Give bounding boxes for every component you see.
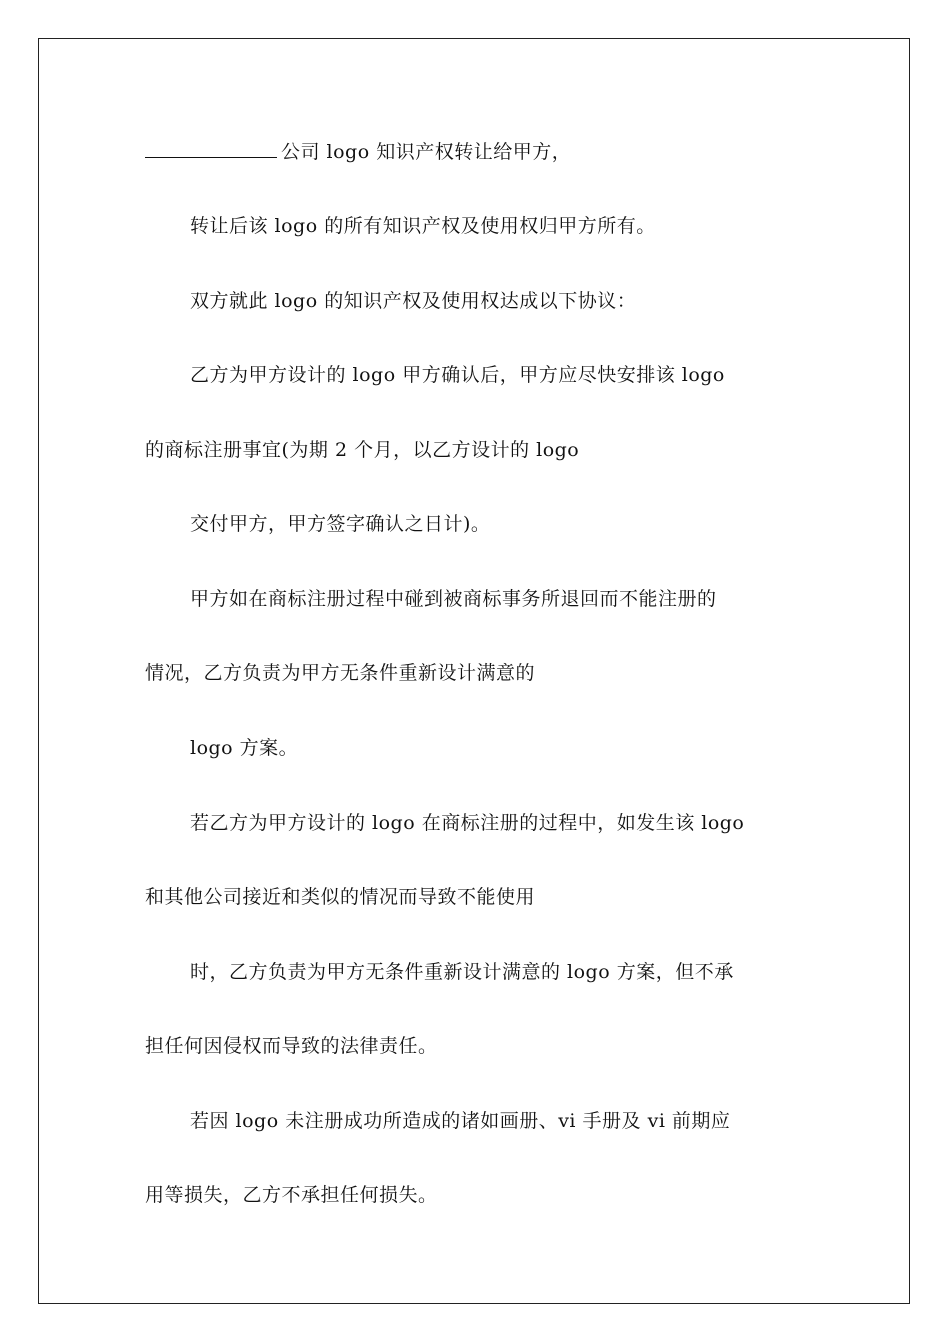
text-line-9: logo 方案。 [190, 737, 299, 759]
text-line-1-content: 公司 logo 知识产权转让给甲方， [281, 141, 572, 163]
text-line-4: 乙方为甲方设计的 logo 甲方确认后，甲方应尽快安排该 logo [190, 364, 725, 386]
text-line-10: 若乙方为甲方设计的 logo 在商标注册的过程中，如发生该 logo [190, 812, 745, 834]
text-line-1 [145, 139, 571, 165]
text-line-6: 交付甲方，甲方签字确认之日计)。 [190, 513, 491, 535]
text-line-15: 用等损失，乙方不承担任何损失。 [145, 1184, 438, 1206]
fill-in-blank [145, 139, 277, 158]
text-line-3: 双方就此 logo 的知识产权及使用权达成以下协议： [190, 290, 637, 312]
text-line-2: 转让后该 logo 的所有知识产权及使用权归甲方所有。 [190, 215, 656, 237]
text-line-13: 担任何因侵权而导致的法律责任。 [145, 1035, 438, 1057]
text-line-11: 和其他公司接近和类似的情况而导致不能使用 [145, 886, 536, 908]
text-line-12: 时，乙方负责为甲方无条件重新设计满意的 logo 方案，但不承 [190, 961, 734, 983]
text-line-7: 甲方如在商标注册过程中碰到被商标事务所退回而不能注册的 [190, 588, 717, 610]
text-line-8: 情况，乙方负责为甲方无条件重新设计满意的 [145, 662, 536, 684]
text-line-5: 的商标注册事宜(为期 2 个月，以乙方设计的 logo [145, 439, 580, 461]
text-line-14: 若因 logo 未注册成功所造成的诸如画册、vi 手册及 vi 前期应 [190, 1110, 731, 1132]
